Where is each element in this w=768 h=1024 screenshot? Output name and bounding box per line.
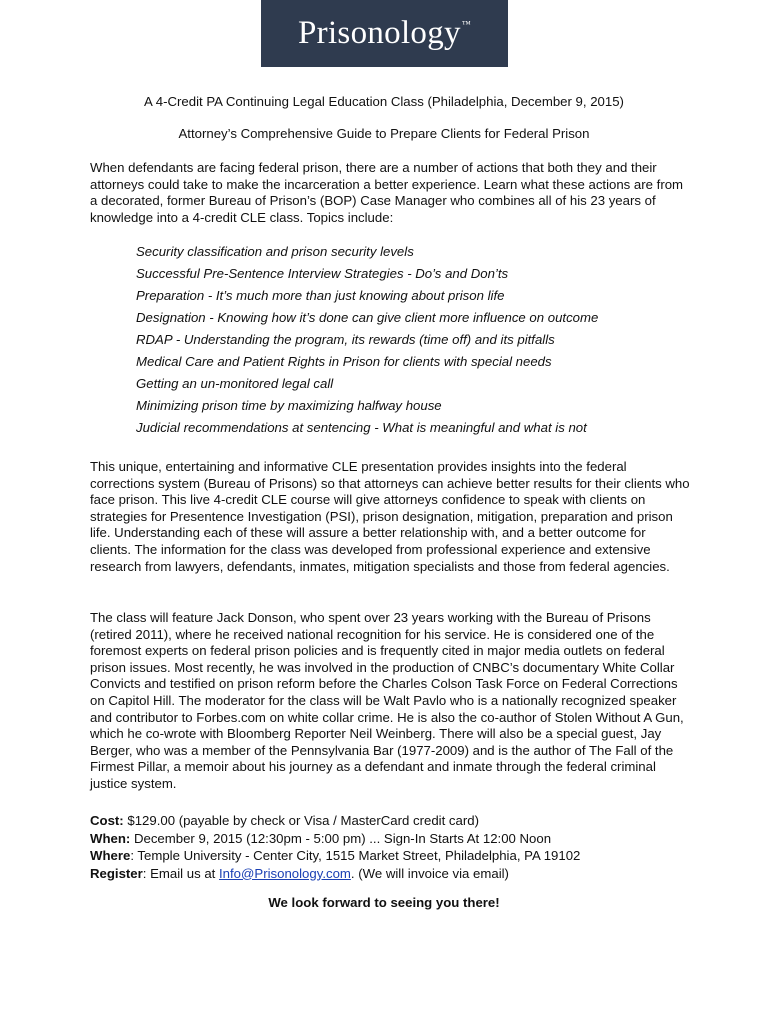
register-label: Register <box>90 865 143 881</box>
intro-paragraph: When defendants are facing federal prison, there are a number of actions that both they and their attorneys could take to make the incarceration a better experience. Learn what these actions are from a decorated, former Bureau of Prison’s (BOP) Case Manager who combines all of his 23 years of knowledge into a 4-credit CLE class. Topics include: <box>90 160 684 225</box>
topic-item: Minimizing prison time by maximizing halfway house <box>136 398 442 413</box>
register-line <box>90 865 690 883</box>
topic-item: Getting an un-monitored legal call <box>136 376 334 391</box>
cost-label: Cost: <box>90 813 124 828</box>
where-label: Where <box>90 848 131 863</box>
where-value: : Temple University - Center City, 1515 Market Street, Philadelphia, PA 19102 <box>130 848 581 863</box>
where-line <box>90 847 690 865</box>
topic-item: Successful Pre-Sentence Interview Strategies - Do’s and Don’ts <box>136 266 509 281</box>
register-prefix: : Email us at <box>142 865 220 881</box>
description-paragraph: This unique, entertaining and informative CLE presentation provides insights into the federal corrections system (Bureau of Prisons) so that attorneys can achieve better results for their clients who face prison. This live 4-credit CLE course will give attorneys confidence to speak with clients on strategies for Presentence Investigation (PSI), prison designation, mitigation, preparation and prison life. Understanding each of these will assure a better relationship with, and a better outcome for clients. The information for the class was developed from professional experience and extensive research from lawyers, defendants, inmates, mitigation specialists and those from federal agencies. <box>90 459 690 574</box>
topic-item: RDAP - Understanding the program, its rewards (time off) and its pitfalls <box>136 332 555 347</box>
topics-list <box>136 244 696 442</box>
cost-line <box>90 812 690 830</box>
document-title: Attorney’s Comprehensive Guide to Prepare Clients for Federal Prison <box>178 126 590 141</box>
topic-item: Preparation - It’s much more than just knowing about prison life <box>136 288 505 303</box>
register-email-link[interactable]: Info@Prisonology.com <box>219 865 351 881</box>
when-line <box>90 830 690 848</box>
cost-value: $129.00 (payable by check or Visa / MasterCard credit card) <box>123 813 479 828</box>
when-label: When: <box>90 830 131 846</box>
when-value: December 9, 2015 (12:30pm - 5:00 pm) ... Sign-In Starts At 12:00 Noon <box>130 830 552 846</box>
class-subtitle: A 4-Credit PA Continuing Legal Education Class (Philadelphia, December 9, 2015) <box>144 94 624 109</box>
event-details <box>90 812 690 882</box>
prisonology-logo <box>261 0 508 67</box>
topic-item: Designation - Knowing how it’s done can give client more influence on outcome <box>136 310 599 325</box>
speakers-paragraph: The class will feature Jack Donson, who spent over 23 years working with the Bureau of Prisons (retired 2011), where he received national recognition for his service. He is considered one of the foremost experts on federal prison policies and is frequently cited in major media outlets on federal prison issues. Most recently, he was involved in the production of CNBC’s documentary White Collar Convicts and testified on prison reform before the Charles Colson Task Force on Federal Corrections on Capitol Hill. The moderator for the class will be Walt Pavlo who is a nationally recognized speaker and contributor to Forbes.com on white collar crime. He is also the co-author of Stolen Without A Gun, which he co-wrote with Bloomberg Reporter Neil Weinberg. There will also be a special guest, Jay Berger, who was a member of the Pennsylvania Bar (1977-2009) and is the author of The Fall of the Firmest Pillar, a memoir about his journey as a defendant and inmate through the federal criminal justice system. <box>90 610 684 791</box>
logo-text: Prisonology <box>298 15 461 51</box>
closing-line: We look forward to seeing you there! <box>268 895 500 910</box>
topic-item: Security classification and prison security levels <box>136 244 414 259</box>
topic-item: Judicial recommendations at sentencing - What is meaningful and what is not <box>136 420 587 435</box>
topic-item: Medical Care and Patient Rights in Prison for clients with special needs <box>136 354 552 369</box>
trademark-symbol: ™ <box>461 18 471 29</box>
register-suffix: . (We will invoice via email) <box>350 865 509 881</box>
